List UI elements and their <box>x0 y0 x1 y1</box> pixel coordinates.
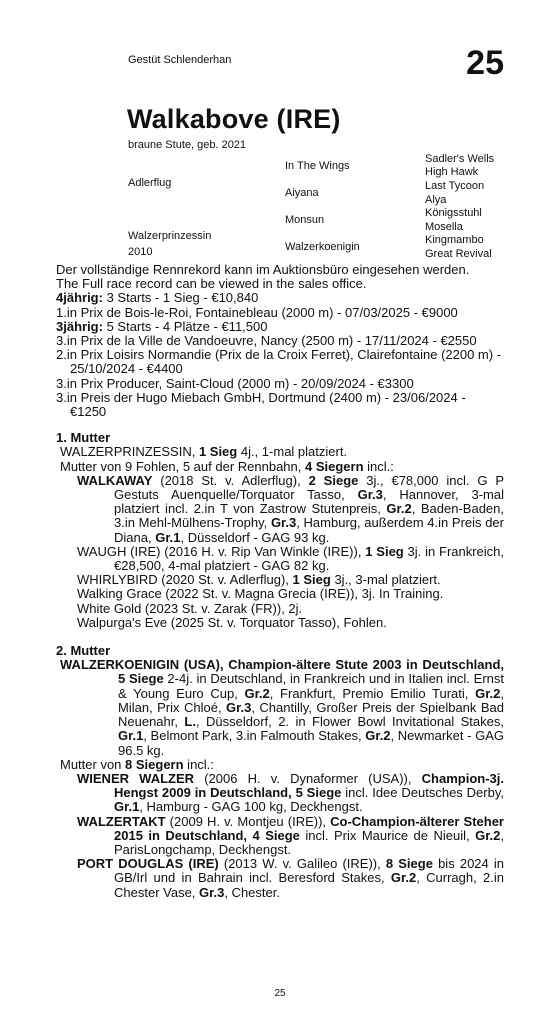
grade: Gr.2 <box>365 728 391 744</box>
text: , Hamburg - GAG 100 kg, Deckhengst. <box>139 799 363 815</box>
grade: Gr.3 <box>226 699 252 715</box>
produce-text: Mutter von <box>60 756 126 772</box>
text: (2009 H. v. Montjeu (IRE)), <box>165 813 331 829</box>
age4-summary <box>56 291 504 305</box>
pedigree-sss: Sadler's Wells <box>425 153 495 165</box>
second-dam-heading: 2. Mutter <box>56 643 111 659</box>
offspring-wiener-walzer <box>56 772 504 815</box>
second-dam-produce <box>56 758 504 772</box>
offspring-name: WALKAWAY <box>77 472 153 488</box>
grade: Gr.3 <box>199 884 225 900</box>
age3-stats: 5 Starts - 4 Plätze - €11,500 <box>102 318 268 334</box>
age4-label: 4jährig: <box>56 290 103 306</box>
offspring-name: WIENER WALZER <box>77 770 195 786</box>
text: WAUGH (IRE) (2016 H. v. Rip Van Winkle (IRE)), <box>77 543 366 559</box>
pedigree-dsd: Mosella <box>425 221 463 233</box>
text: incl. Prix Maurice de Nieuil, <box>299 827 476 843</box>
grade: Gr.3 <box>357 487 383 503</box>
text: , Chantilly, Großer Preis der Spielbank Bad Neuenahr, <box>118 699 505 730</box>
wins: 1 Sieg <box>365 543 404 559</box>
text: , Curragh, 2.in Chester Vase, <box>114 870 504 900</box>
text: , Hamburg, außerdem 4.in Preis der Diana, <box>114 515 504 545</box>
offspring-name: PORT DOUGLAS (IRE) <box>77 856 219 872</box>
produce-text: Mutter von 9 Fohlen, 5 auf der Rennbahn, <box>60 458 305 474</box>
second-dam-line <box>56 658 504 757</box>
text: WHIRLYBIRD (2020 St. v. Adlerflug), <box>77 572 293 588</box>
pedigree-dd: Walzerkoenigin <box>285 241 360 253</box>
produce-winners: 8 Siegern <box>125 756 184 772</box>
first-dam-wins: 1 Sieg <box>198 444 238 460</box>
text: , Düsseldorf, 2. in Flower Bowl Invitational Stakes, <box>195 714 504 730</box>
text: , Milan, Prix Chloé, <box>118 685 505 715</box>
pedigree-dss: Königsstuhl <box>425 207 482 219</box>
grade: Gr.2 <box>475 685 501 701</box>
pedigree-dam-year: 2010 <box>128 246 153 258</box>
grade: Gr.2 <box>244 685 270 701</box>
offspring-whirlybird <box>56 573 504 587</box>
pedigree-sire: Adlerflug <box>128 177 172 189</box>
champion: Champion-3j. Hengst 2009 in Deutschland, 5 Siege <box>114 770 504 801</box>
champion: Co-Champion-älterer Steher 2015 in Deutschland, 4 Siege <box>114 813 504 843</box>
horse-name: Walkabove (IRE) <box>127 104 341 134</box>
text: (2013 W. v. Galileo (IRE)), <box>218 856 386 872</box>
wins: 1 Sieg <box>292 572 331 588</box>
grade: Gr.2 <box>386 501 412 517</box>
offspring-walkaway <box>56 474 504 545</box>
offspring-name: WALZERTAKT <box>77 813 166 829</box>
produce-winners: 4 Siegern <box>305 458 364 474</box>
grade: Gr.3 <box>270 515 297 531</box>
record-note-de: Der vollständige Rennrekord kann im Auktionsbüro eingesehen werden. <box>56 262 470 277</box>
pedigree-ddd: Great Revival <box>425 248 492 260</box>
wins: 8 Siege <box>385 856 433 872</box>
offspring-port-douglas <box>56 857 504 900</box>
grade: Gr.1 <box>114 799 140 815</box>
offspring-walking-grace: Walking Grace (2022 St. v. Magna Grecia (IRE)), 3j. In Training. <box>77 586 444 602</box>
record-note-en: The Full race record can be viewed in the sales office. <box>56 276 367 292</box>
offspring-walpurgas-eve: Walpurga's Eve (2025 St. v. Torquator Tasso), Fohlen. <box>77 614 387 630</box>
first-dam-heading: 1. Mutter <box>56 430 111 446</box>
race-line: 2.in Prix Loisirs Normandie (Prix de la Croix Ferret), Clairefontaine (2200 m) - 25/10/2024 - €4400 <box>56 347 502 377</box>
second-dam-name: WALZERKOENIGIN (USA) <box>60 657 220 673</box>
race-line: 1.in Prix de Bois-le-Roi, Fontainebleau (2000 m) - 07/03/2025 - €9000 <box>56 304 458 320</box>
offspring-walzertakt <box>56 815 504 858</box>
race-line: 3.in Preis der Hugo Miebach GmbH, Dortmund (2400 m) - 23/06/2024 - €1250 <box>56 389 466 420</box>
text: 3j., 3-mal platziert. <box>330 572 441 588</box>
grade: Gr.1 <box>155 529 181 545</box>
text: 3j. in Frankreich, €28,500, 4-mal platziert - GAG 82 kg. <box>114 543 505 574</box>
wins: 2 Siege <box>308 472 359 488</box>
grade: Gr.1 <box>118 728 144 744</box>
text: , Belmont Park, 3.in Falmouth Stakes, <box>143 728 366 744</box>
second-dam-champion: , Champion-ältere Stute 2003 in Deutschland, 5 Siege <box>118 657 504 687</box>
age3-label: 3jährig: <box>56 318 103 334</box>
text: , Düsseldorf - GAG 93 kg. <box>180 529 330 545</box>
stud-name: Gestüt Schlenderhan <box>128 54 232 66</box>
race-line: 3.in Prix Producer, Saint-Cloud (2000 m) - 20/09/2024 - €3300 <box>56 375 414 391</box>
text: 2-4j. in Deutschland, in Frankreich und in Italien incl. Ernst & Young Euro Cup, <box>118 671 504 701</box>
pedigree-dds: Kingmambo <box>425 234 484 246</box>
age4-stats: 3 Starts - 1 Sieg - €10,840 <box>102 290 259 306</box>
grade: L. <box>184 714 196 730</box>
pedigree-dam: Walzerprinzessin <box>128 230 212 242</box>
text: , Newmarket - GAG 96.5 kg. <box>118 728 504 758</box>
text: (2018 St. v. Adlerflug), <box>152 472 309 488</box>
age3-summary <box>56 320 504 334</box>
pedigree-ds: Monsun <box>285 214 325 226</box>
lot-number: 25 <box>466 44 504 82</box>
offspring-white-gold: White Gold (2023 St. v. Zarak (FR)), 2j. <box>77 600 303 616</box>
pedigree-sd: Aiyana <box>285 187 319 199</box>
page-number: 25 <box>274 988 286 999</box>
first-dam-name: WALZERPRINZESSIN, <box>60 444 199 460</box>
text: , ParisLongchamp, Deckhengst. <box>114 827 504 857</box>
offspring-waugh <box>56 545 504 573</box>
produce-incl: incl.: <box>363 458 394 474</box>
text: , Chester. <box>224 884 280 900</box>
produce-incl: incl.: <box>183 756 214 772</box>
horse-description: braune Stute, geb. 2021 <box>128 139 247 151</box>
text: 3j., €78,000 incl. G P Gestuts Auenquelle/Torquator Tasso, <box>114 472 504 503</box>
pedigree-ssd: High Hawk <box>425 166 479 178</box>
pedigree-sds: Last Tycoon <box>425 180 485 192</box>
pedigree-ss: In The Wings <box>285 160 350 172</box>
first-dam-produce <box>56 460 504 474</box>
text: , Hannover, 3-mal platziert incl. 2.in T von Zastrow Stutenpreis, <box>114 487 504 517</box>
race-line: 3.in Prix de la Ville de Vandoeuvre, Nancy (2500 m) - 17/11/2024 - €2550 <box>56 333 477 349</box>
text: bis 2024 in GB/Irl und in Bahrain incl. Beresford Stakes, <box>114 856 505 886</box>
grade: Gr.2 <box>475 827 501 843</box>
text: incl. Idee Deutsches Derby, <box>341 785 504 801</box>
text: (2006 H. v. Dynaformer (USA)), <box>194 770 422 786</box>
grade: Gr.2 <box>390 870 417 886</box>
text: , Frankfurt, Premio Emilio Turati, <box>269 685 476 701</box>
pedigree-sdd: Alya <box>425 194 447 206</box>
text: , Baden-Baden, 3.in Mehl-Mülhens-Trophy, <box>114 501 504 531</box>
first-dam-line <box>56 445 504 459</box>
first-dam-rest: 4j., 1-mal platziert. <box>237 444 348 460</box>
catalogue-body <box>56 263 504 900</box>
